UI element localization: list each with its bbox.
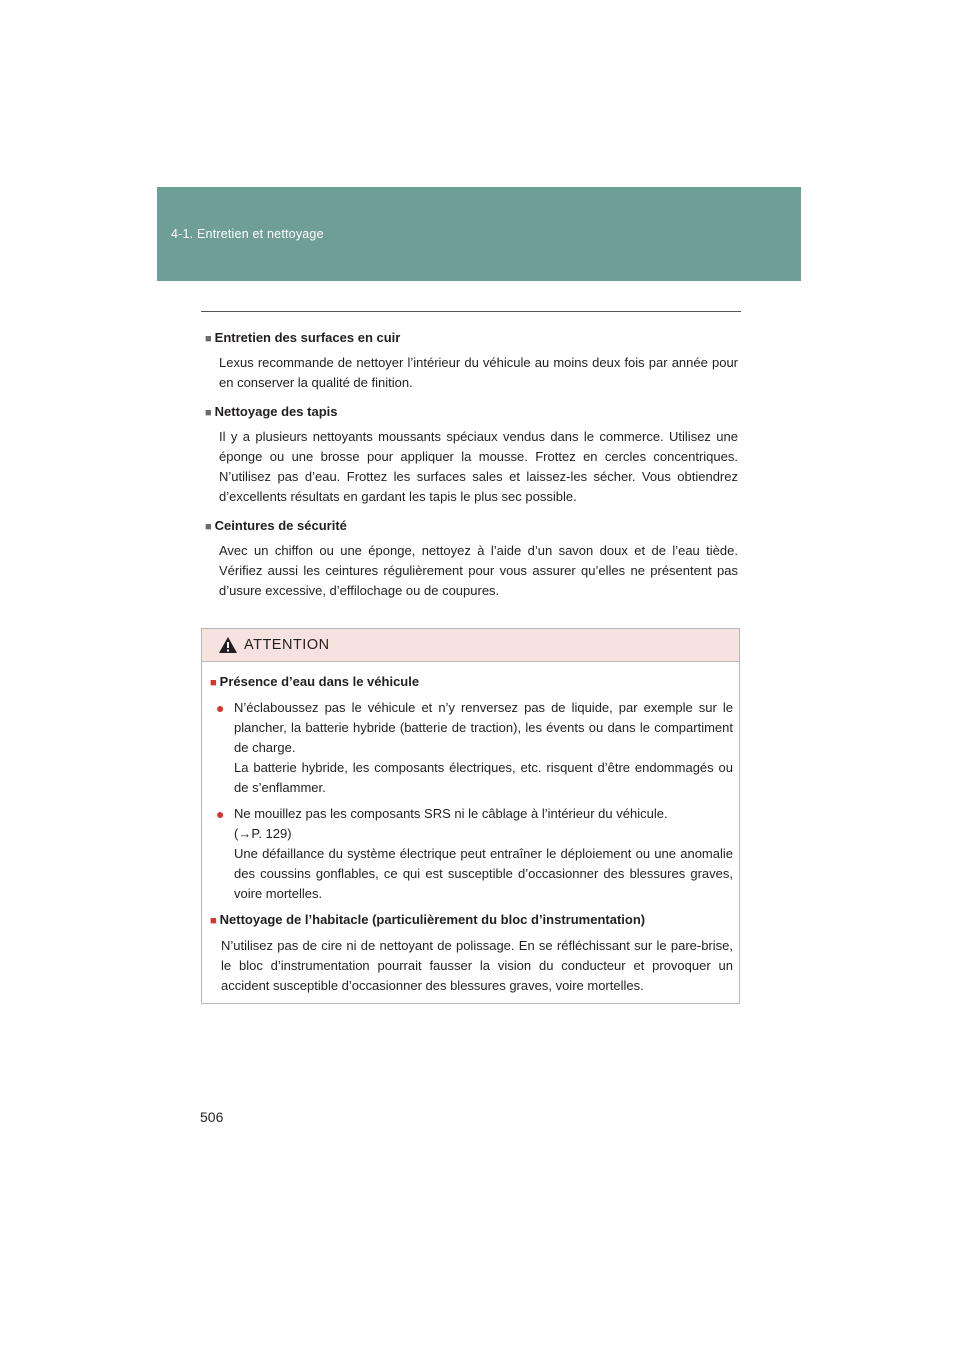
square-bullet-icon: ■ — [205, 333, 212, 345]
section-title: 4-1. Entretien et nettoyage — [171, 227, 324, 241]
warning-title: ATTENTION — [244, 637, 330, 653]
circle-bullet-icon: ● — [216, 700, 225, 716]
square-bullet-icon: ■ — [210, 915, 217, 927]
section-body: Il y a plusieurs nettoyants moussants spéciaux vendus dans le commerce. Utilisez une éponge ou une brosse pour appliquer la mousse. Frottez en cercles concentriques. N’utilisez pas d’eau. Frottez les surfaces sales et laissez-les sécher. Vous obtiendrez d’excellents résultats en gardant les tapis le plus sec possible. — [219, 429, 738, 504]
section-leather — [205, 328, 738, 393]
warning-header — [202, 629, 739, 662]
page-reference: (→P. 129) — [234, 826, 292, 841]
warning-text: N’utilisez pas de cire ni de nettoyant de polissage. En se réfléchissant sur le pare-brise, le bloc d’instrumentation pourrait fausser la vision du conducteur et provoquer un accident susceptible d’occasionner des blessures graves, voire mortelles. — [221, 938, 733, 993]
divider — [201, 311, 741, 312]
section-heading: ■ Nettoyage des tapis — [205, 404, 338, 419]
warning-bullet: ● Ne mouillez pas les composants SRS ni le câblage à l’intérieur du véhicule. (→P. 129) Une défaillance du système électrique peut entraîner le déploiement ou une anomalie des coussins gonflables, ce qui est susceptible d’occasionner des blessures graves, voire mortelles. — [216, 806, 733, 901]
warning-bullet: ● N’éclaboussez pas le véhicule et n’y renversez pas de liquide, par exemple sur le plancher, la batterie hybride (batterie de traction), les évents ou dans le compartiment de charge. La batterie hybride, les composants électriques, etc. risquent d’être endommagés ou de s’enflammer. — [216, 700, 733, 795]
square-bullet-icon: ■ — [205, 407, 212, 419]
circle-bullet-icon: ● — [216, 806, 225, 822]
section-heading: ■ Entretien des surfaces en cuir — [205, 330, 401, 345]
warning-triangle-icon — [218, 636, 238, 654]
warning-subheading: ■ Présence d’eau dans le véhicule — [210, 674, 420, 689]
main-content — [205, 328, 738, 610]
warning-subheading: ■ Nettoyage de l’habitacle (particulièrement du bloc d’instrumentation) — [210, 912, 646, 927]
warning-body — [202, 662, 739, 996]
warning-box — [201, 628, 740, 1004]
page-number: 506 — [200, 1109, 224, 1125]
section-carpets — [205, 402, 738, 507]
section-body: Lexus recommande de nettoyer l’intérieur du véhicule au moins deux fois par année pour en conserver la qualité de finition. — [219, 355, 738, 390]
square-bullet-icon: ■ — [205, 521, 212, 533]
section-body: Avec un chiffon ou une éponge, nettoyez à l’aide d’un savon doux et de l’eau tiède. Vérifiez aussi les ceintures régulièrement pour vous assurer qu’elles ne présentent pas d’usure excessive, d’effilochage ou de coupures. — [219, 543, 738, 598]
section-seatbelts — [205, 516, 738, 601]
square-bullet-icon: ■ — [210, 677, 217, 689]
section-heading: ■ Ceintures de sécurité — [205, 518, 347, 533]
